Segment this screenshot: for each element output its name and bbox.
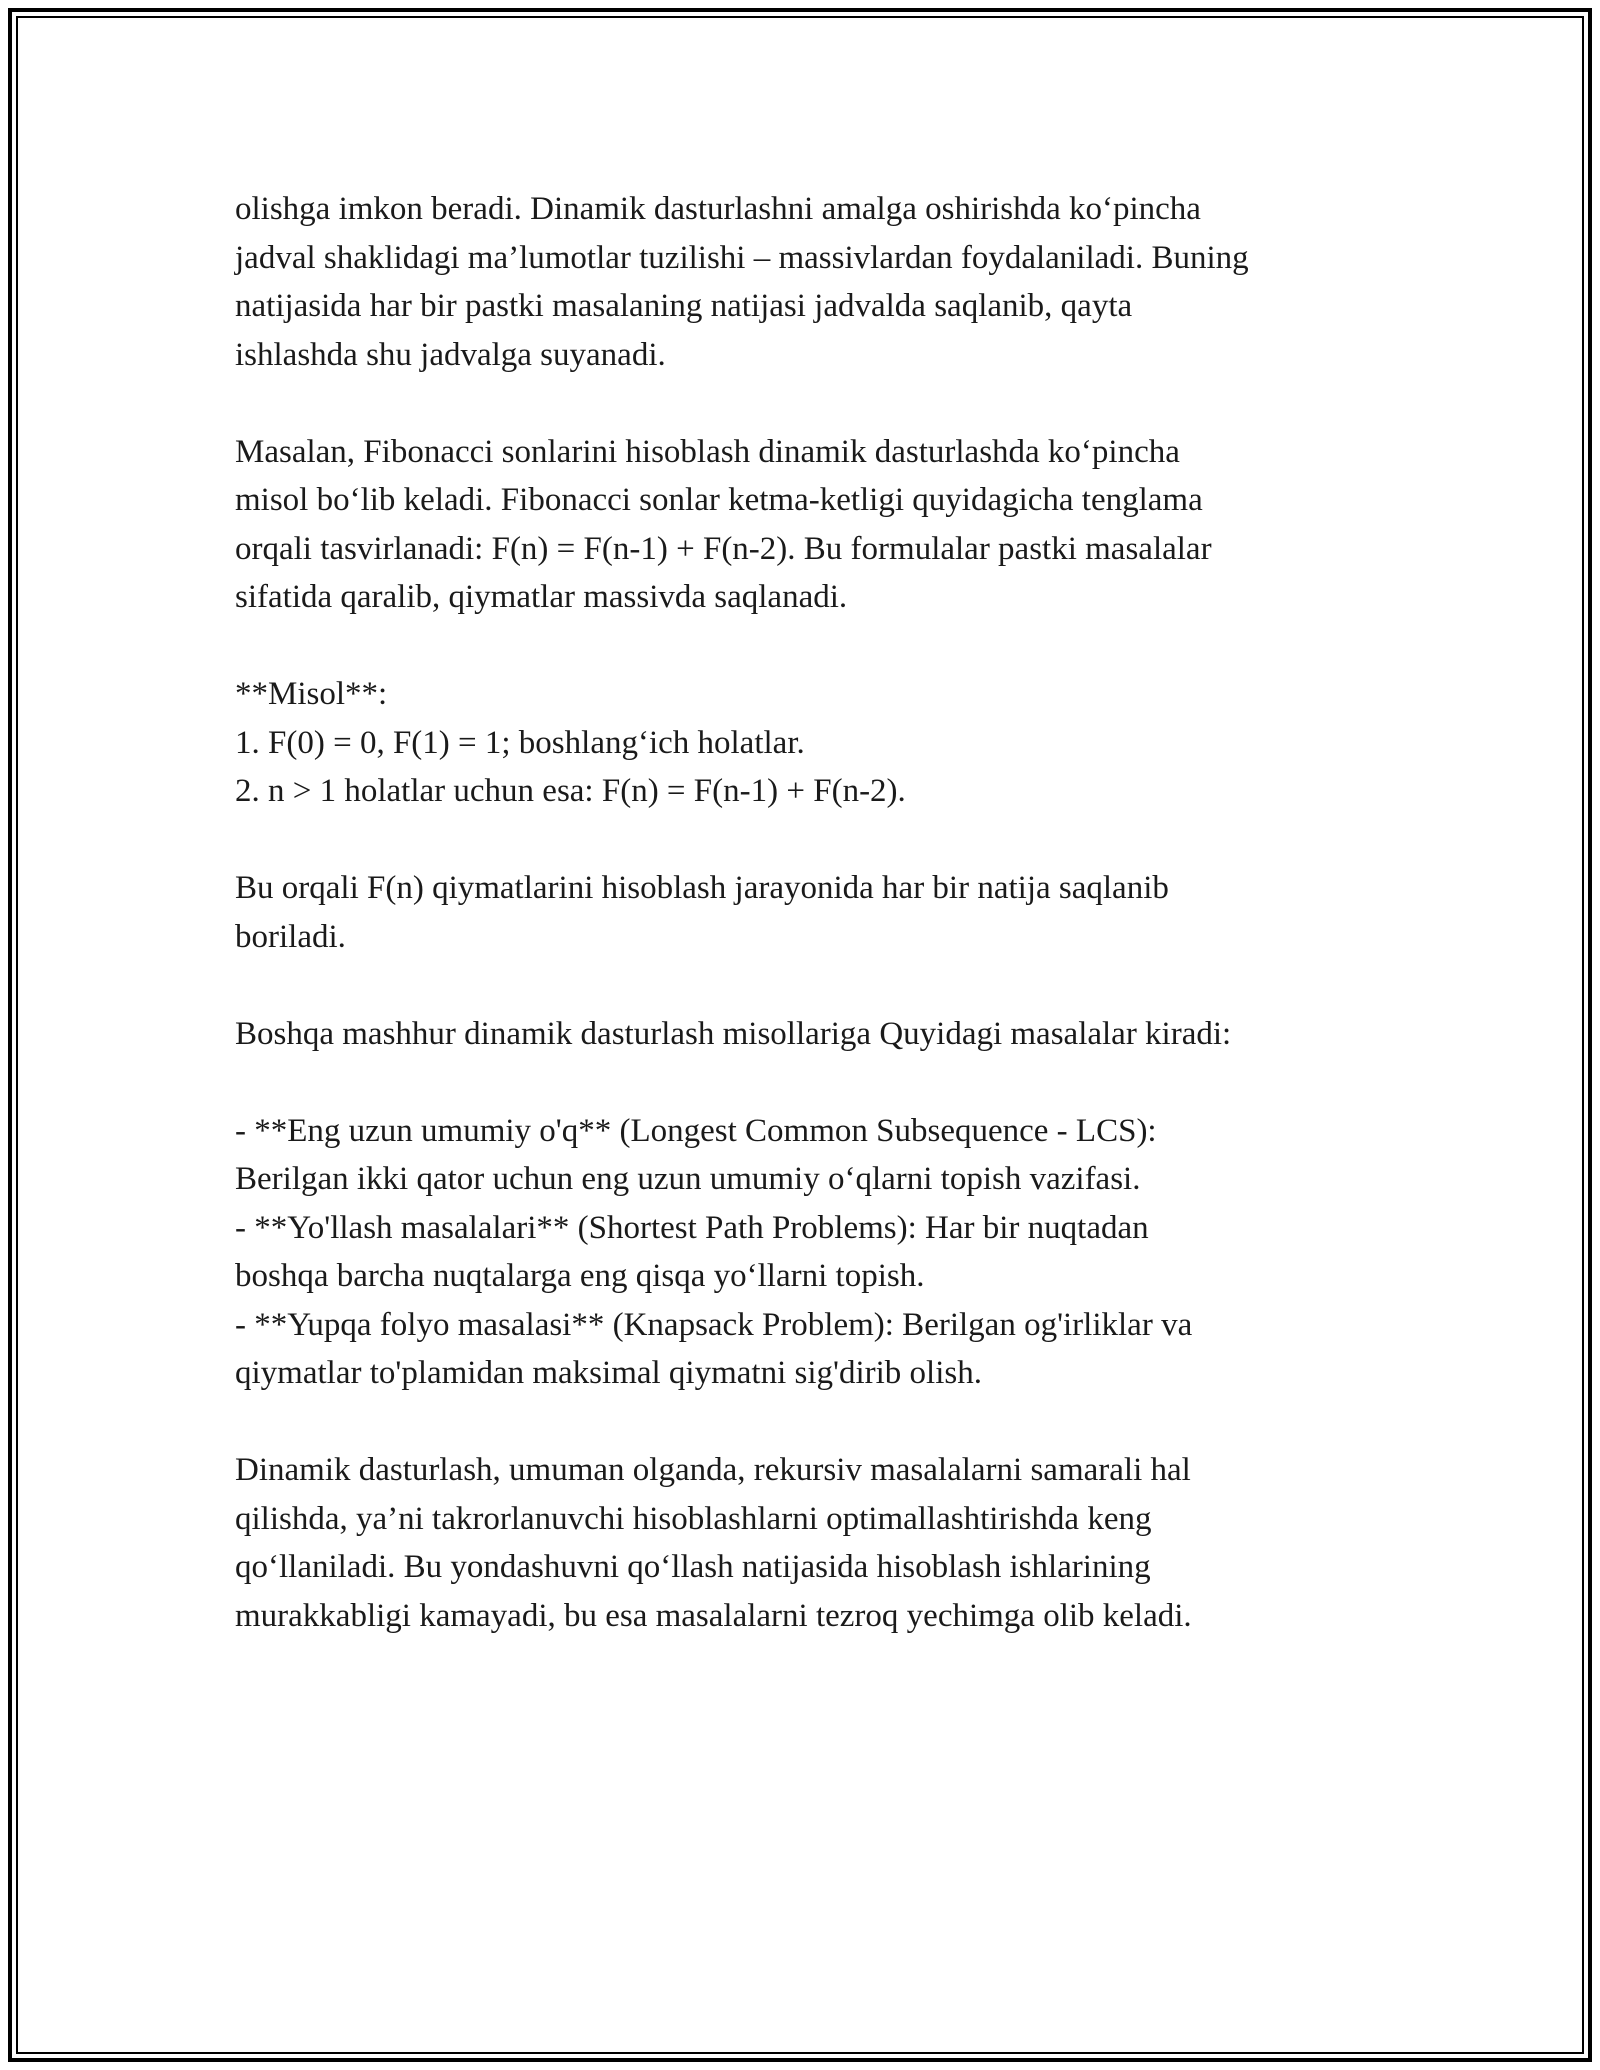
text-line: misol bo‘lib keladi. Fibonacci sonlar ketma-ketligi quyidagicha tenglama — [235, 482, 1203, 518]
paragraph-fibonacci — [235, 428, 1385, 622]
text-line: sifatida qaralib, qiymatlar massivda saqlanadi. — [235, 579, 848, 615]
paragraph-intro — [235, 185, 1385, 379]
text-line: Boshqa mashhur dinamik dasturlash misollariga Quyidagi masalalar kiradi: — [235, 1015, 1232, 1052]
paragraph-gap — [235, 379, 1385, 428]
text-line: Dinamik dasturlash, umuman olganda, rekursiv masalalarni samarali hal — [235, 1452, 1191, 1488]
list-item: boshqa barcha nuqtalarga eng qisqa yo‘llarni topish. — [235, 1258, 925, 1294]
paragraph-example — [235, 670, 1385, 816]
paragraph-conclusion — [235, 1446, 1385, 1640]
text-line: natijasida har bir pastki masalaning natijasi jadvalda saqlanib, qayta — [235, 288, 1133, 324]
list-item: Berilgan ikki qator uchun eng uzun umumiy o‘qlarni topish vazifasi. — [235, 1161, 1141, 1197]
list-item: - **Yo'llash masalalari** (Shortest Path Problems): Har bir nuqtadan — [235, 1209, 1149, 1246]
list-item: qiymatlar to'plamidan maksimal qiymatni sig'dirib olish. — [235, 1355, 982, 1391]
paragraph-gap — [235, 961, 1385, 1010]
document-body — [235, 185, 1385, 1640]
text-line: boriladi. — [235, 918, 346, 955]
list-item: - **Yupqa folyo masalasi** (Knapsack Problem): Berilgan og'irliklar va — [235, 1306, 1193, 1343]
paragraph-gap — [235, 622, 1385, 671]
text-line: qilishda, ya’ni takrorlanuvchi hisoblashlarni optimallashtirishda keng — [235, 1500, 1152, 1537]
example-heading: **Misol**: — [235, 676, 388, 712]
text-line: qo‘llaniladi. Bu yondashuvni qo‘llash natijasida hisoblash ishlarining — [235, 1549, 1151, 1585]
text-line: murakkabligi kamayadi, bu esa masalalarni tezroq yechimga olib keladi. — [235, 1597, 1192, 1634]
paragraph-result — [235, 864, 1385, 961]
text-line: Masalan, Fibonacci sonlarini hisoblash dinamik dasturlashda ko‘pincha — [235, 433, 1180, 470]
text-line: Bu orqali F(n) qiymatlarini hisoblash jarayonida har bir natija saqlanib — [235, 870, 1169, 906]
text-line: orqali tasvirlanadi: F(n) = F(n-1) + F(n-2). Bu formulalar pastki masalalar — [235, 530, 1212, 567]
paragraph-other-examples — [235, 1010, 1385, 1059]
paragraph-problem-list — [235, 1107, 1385, 1398]
text-line: olishga imkon beradi. Dinamik dasturlashni amalga oshirishda ko‘pincha — [235, 191, 1201, 227]
paragraph-gap — [235, 816, 1385, 865]
example-item: 1. F(0) = 0, F(1) = 1; boshlang‘ich holatlar. — [235, 724, 805, 761]
example-item: 2. n > 1 holatlar uchun esa: F(n) = F(n-1) + F(n-2). — [235, 773, 906, 809]
text-line: jadval shaklidagi ma’lumotlar tuzilishi – massivlardan foydalaniladi. Buning — [235, 239, 1249, 276]
paragraph-gap — [235, 1398, 1385, 1447]
list-item: - **Eng uzun umumiy o'q** (Longest Common Subsequence - LCS): — [235, 1112, 1157, 1149]
text-line: ishlashda shu jadvalga suyanadi. — [235, 336, 666, 373]
paragraph-gap — [235, 1058, 1385, 1107]
